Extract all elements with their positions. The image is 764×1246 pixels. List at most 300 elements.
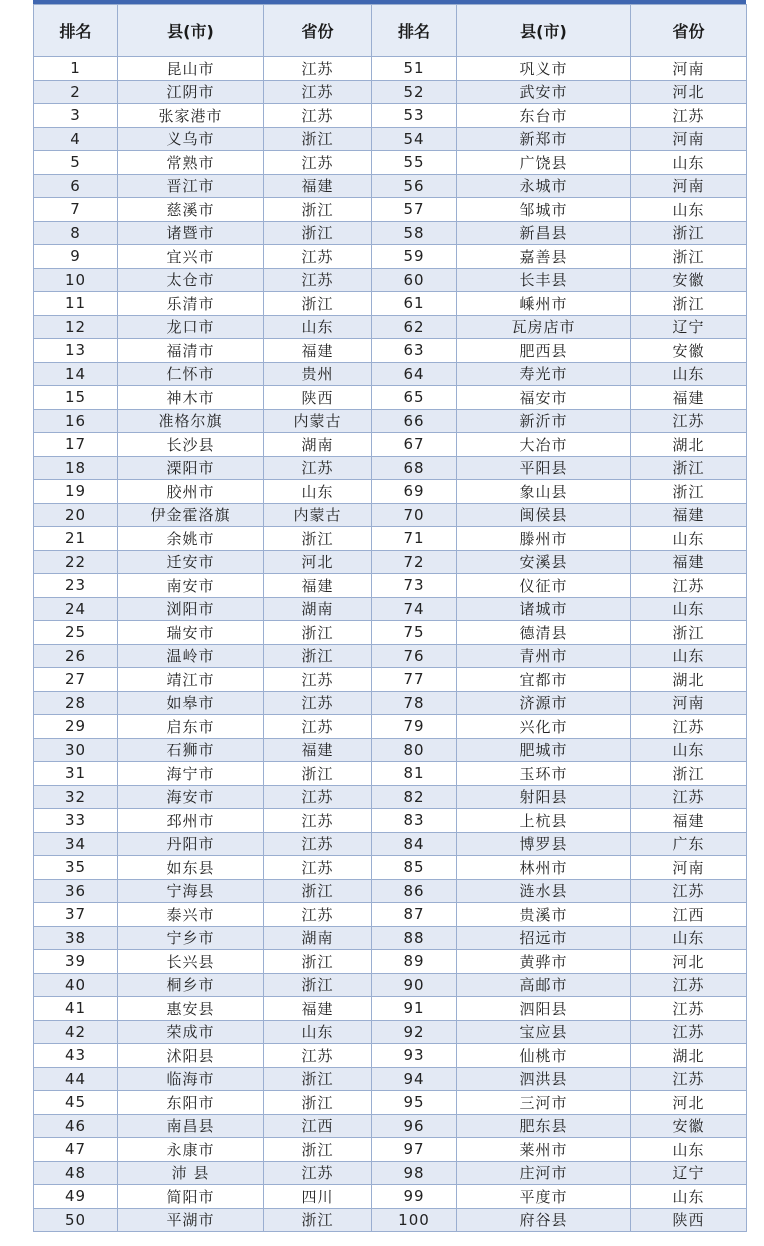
left-county-cell: 石狮市 xyxy=(118,738,264,762)
left-rank-cell: 49 xyxy=(34,1185,118,1209)
right-province-cell: 山东 xyxy=(631,198,747,222)
table-row xyxy=(34,315,747,339)
table-row xyxy=(34,926,747,950)
right-county-cell: 德清县 xyxy=(457,621,631,645)
left-rank-cell: 17 xyxy=(34,433,118,457)
table-row xyxy=(34,1044,747,1068)
left-rank-cell: 4 xyxy=(34,127,118,151)
table-row xyxy=(34,151,747,175)
table-row xyxy=(34,480,747,504)
right-province-cell: 山东 xyxy=(631,362,747,386)
table-row xyxy=(34,621,747,645)
right-county-cell: 新昌县 xyxy=(457,221,631,245)
left-province-cell: 浙江 xyxy=(264,292,372,316)
right-county-cell: 庄河市 xyxy=(457,1161,631,1185)
right-province-cell: 江苏 xyxy=(631,574,747,598)
right-county-cell: 瓦房店市 xyxy=(457,315,631,339)
left-province-cell: 浙江 xyxy=(264,198,372,222)
table-row xyxy=(34,198,747,222)
left-county-cell: 温岭市 xyxy=(118,644,264,668)
right-province-cell: 江苏 xyxy=(631,997,747,1021)
right-county-cell: 肥城市 xyxy=(457,738,631,762)
table-row xyxy=(34,574,747,598)
right-county-cell: 武安市 xyxy=(457,80,631,104)
left-province-cell: 内蒙古 xyxy=(264,503,372,527)
left-county-cell: 伊金霍洛旗 xyxy=(118,503,264,527)
table-row xyxy=(34,1091,747,1115)
left-county-cell: 沭阳县 xyxy=(118,1044,264,1068)
left-rank-cell: 2 xyxy=(34,80,118,104)
left-rank-cell: 29 xyxy=(34,715,118,739)
left-rank-cell: 23 xyxy=(34,574,118,598)
left-rank-cell: 30 xyxy=(34,738,118,762)
left-county-cell: 南昌县 xyxy=(118,1114,264,1138)
left-county-cell: 浏阳市 xyxy=(118,597,264,621)
left-rank-cell: 27 xyxy=(34,668,118,692)
right-county-cell: 新沂市 xyxy=(457,409,631,433)
left-province-cell: 湖南 xyxy=(264,926,372,950)
right-province-cell: 河北 xyxy=(631,80,747,104)
left-county-cell: 长沙县 xyxy=(118,433,264,457)
table-row xyxy=(34,503,747,527)
right-rank-cell: 83 xyxy=(372,809,457,833)
right-province-cell: 河北 xyxy=(631,950,747,974)
left-province-cell: 浙江 xyxy=(264,1208,372,1232)
table-row xyxy=(34,903,747,927)
right-county-cell: 仪征市 xyxy=(457,574,631,598)
right-county-cell: 仙桃市 xyxy=(457,1044,631,1068)
left-province-cell: 浙江 xyxy=(264,127,372,151)
left-province-cell: 浙江 xyxy=(264,950,372,974)
right-rank-cell: 61 xyxy=(372,292,457,316)
right-county-cell: 三河市 xyxy=(457,1091,631,1115)
right-rank-cell: 66 xyxy=(372,409,457,433)
left-county-cell: 如东县 xyxy=(118,856,264,880)
right-rank-cell: 51 xyxy=(372,57,457,81)
table-row xyxy=(34,80,747,104)
right-province-cell: 浙江 xyxy=(631,762,747,786)
right-rank-cell: 90 xyxy=(372,973,457,997)
table-row xyxy=(34,785,747,809)
left-rank-cell: 1 xyxy=(34,57,118,81)
left-rank-cell: 11 xyxy=(34,292,118,316)
right-county-cell: 肥东县 xyxy=(457,1114,631,1138)
right-county-cell: 巩义市 xyxy=(457,57,631,81)
left-county-cell: 太仓市 xyxy=(118,268,264,292)
left-province-cell: 浙江 xyxy=(264,973,372,997)
left-rank-cell: 14 xyxy=(34,362,118,386)
table-row xyxy=(34,57,747,81)
right-rank-cell: 65 xyxy=(372,386,457,410)
left-province-cell: 浙江 xyxy=(264,221,372,245)
left-rank-cell: 46 xyxy=(34,1114,118,1138)
right-county-cell: 射阳县 xyxy=(457,785,631,809)
right-rank-cell: 56 xyxy=(372,174,457,198)
right-province-cell: 福建 xyxy=(631,386,747,410)
right-province-cell: 浙江 xyxy=(631,480,747,504)
right-rank-cell: 92 xyxy=(372,1020,457,1044)
right-rank-cell: 96 xyxy=(372,1114,457,1138)
right-rank-cell: 100 xyxy=(372,1208,457,1232)
right-rank-cell: 98 xyxy=(372,1161,457,1185)
right-county-cell: 寿光市 xyxy=(457,362,631,386)
right-province-cell: 江苏 xyxy=(631,785,747,809)
left-county-cell: 长兴县 xyxy=(118,950,264,974)
left-rank-cell: 32 xyxy=(34,785,118,809)
left-rank-cell: 6 xyxy=(34,174,118,198)
header-county-left: 县(市) xyxy=(118,5,264,57)
right-province-cell: 山东 xyxy=(631,597,747,621)
header-rank-right: 排名 xyxy=(372,5,457,57)
left-province-cell: 江苏 xyxy=(264,245,372,269)
header-province-left: 省份 xyxy=(264,5,372,57)
table-row xyxy=(34,127,747,151)
left-rank-cell: 13 xyxy=(34,339,118,363)
left-rank-cell: 38 xyxy=(34,926,118,950)
header-county-right: 县(市) xyxy=(457,5,631,57)
left-rank-cell: 26 xyxy=(34,644,118,668)
left-rank-cell: 25 xyxy=(34,621,118,645)
left-rank-cell: 18 xyxy=(34,456,118,480)
right-county-cell: 平阳县 xyxy=(457,456,631,480)
left-province-cell: 山东 xyxy=(264,480,372,504)
left-rank-cell: 19 xyxy=(34,480,118,504)
left-county-cell: 宁海县 xyxy=(118,879,264,903)
left-county-cell: 常熟市 xyxy=(118,151,264,175)
left-rank-cell: 37 xyxy=(34,903,118,927)
left-rank-cell: 5 xyxy=(34,151,118,175)
table-header xyxy=(34,5,747,57)
table-row xyxy=(34,1208,747,1232)
left-rank-cell: 31 xyxy=(34,762,118,786)
left-province-cell: 江苏 xyxy=(264,104,372,128)
right-county-cell: 玉环市 xyxy=(457,762,631,786)
right-county-cell: 宜都市 xyxy=(457,668,631,692)
right-province-cell: 江苏 xyxy=(631,409,747,433)
left-province-cell: 贵州 xyxy=(264,362,372,386)
left-county-cell: 余姚市 xyxy=(118,527,264,551)
right-rank-cell: 54 xyxy=(372,127,457,151)
left-county-cell: 桐乡市 xyxy=(118,973,264,997)
right-province-cell: 江苏 xyxy=(631,715,747,739)
right-rank-cell: 67 xyxy=(372,433,457,457)
right-county-cell: 青州市 xyxy=(457,644,631,668)
right-province-cell: 河南 xyxy=(631,856,747,880)
left-county-cell: 荣成市 xyxy=(118,1020,264,1044)
right-rank-cell: 71 xyxy=(372,527,457,551)
right-county-cell: 长丰县 xyxy=(457,268,631,292)
right-rank-cell: 55 xyxy=(372,151,457,175)
left-county-cell: 张家港市 xyxy=(118,104,264,128)
right-county-cell: 安溪县 xyxy=(457,550,631,574)
left-rank-cell: 12 xyxy=(34,315,118,339)
right-county-cell: 宝应县 xyxy=(457,1020,631,1044)
left-province-cell: 江苏 xyxy=(264,151,372,175)
right-rank-cell: 75 xyxy=(372,621,457,645)
left-rank-cell: 9 xyxy=(34,245,118,269)
right-rank-cell: 57 xyxy=(372,198,457,222)
left-rank-cell: 21 xyxy=(34,527,118,551)
left-county-cell: 永康市 xyxy=(118,1138,264,1162)
right-province-cell: 辽宁 xyxy=(631,315,747,339)
left-county-cell: 仁怀市 xyxy=(118,362,264,386)
right-rank-cell: 79 xyxy=(372,715,457,739)
table-row xyxy=(34,433,747,457)
right-county-cell: 黄骅市 xyxy=(457,950,631,974)
right-county-cell: 闽侯县 xyxy=(457,503,631,527)
right-province-cell: 江苏 xyxy=(631,104,747,128)
left-county-cell: 瑞安市 xyxy=(118,621,264,645)
right-province-cell: 河南 xyxy=(631,127,747,151)
table-row xyxy=(34,386,747,410)
right-county-cell: 滕州市 xyxy=(457,527,631,551)
left-rank-cell: 43 xyxy=(34,1044,118,1068)
table-row xyxy=(34,762,747,786)
right-rank-cell: 53 xyxy=(372,104,457,128)
right-rank-cell: 94 xyxy=(372,1067,457,1091)
right-county-cell: 林州市 xyxy=(457,856,631,880)
right-rank-cell: 89 xyxy=(372,950,457,974)
right-province-cell: 辽宁 xyxy=(631,1161,747,1185)
right-county-cell: 新郑市 xyxy=(457,127,631,151)
left-county-cell: 神木市 xyxy=(118,386,264,410)
right-province-cell: 山东 xyxy=(631,926,747,950)
right-county-cell: 象山县 xyxy=(457,480,631,504)
right-rank-cell: 58 xyxy=(372,221,457,245)
right-county-cell: 莱州市 xyxy=(457,1138,631,1162)
header-province-right: 省份 xyxy=(631,5,747,57)
right-county-cell: 广饶县 xyxy=(457,151,631,175)
left-province-cell: 江苏 xyxy=(264,1044,372,1068)
left-county-cell: 简阳市 xyxy=(118,1185,264,1209)
left-province-cell: 福建 xyxy=(264,574,372,598)
right-county-cell: 东台市 xyxy=(457,104,631,128)
right-province-cell: 浙江 xyxy=(631,621,747,645)
right-county-cell: 兴化市 xyxy=(457,715,631,739)
left-province-cell: 江苏 xyxy=(264,903,372,927)
left-rank-cell: 47 xyxy=(34,1138,118,1162)
right-province-cell: 河南 xyxy=(631,691,747,715)
right-province-cell: 江苏 xyxy=(631,1067,747,1091)
left-rank-cell: 45 xyxy=(34,1091,118,1115)
left-province-cell: 四川 xyxy=(264,1185,372,1209)
left-province-cell: 浙江 xyxy=(264,527,372,551)
table-row xyxy=(34,245,747,269)
left-province-cell: 山东 xyxy=(264,315,372,339)
left-rank-cell: 28 xyxy=(34,691,118,715)
right-province-cell: 山东 xyxy=(631,1185,747,1209)
right-rank-cell: 85 xyxy=(372,856,457,880)
right-rank-cell: 64 xyxy=(372,362,457,386)
table-row xyxy=(34,856,747,880)
right-province-cell: 山东 xyxy=(631,1138,747,1162)
right-rank-cell: 72 xyxy=(372,550,457,574)
table-row xyxy=(34,362,747,386)
right-rank-cell: 77 xyxy=(372,668,457,692)
right-province-cell: 福建 xyxy=(631,550,747,574)
left-province-cell: 江苏 xyxy=(264,57,372,81)
table-row xyxy=(34,268,747,292)
right-province-cell: 福建 xyxy=(631,809,747,833)
table-row xyxy=(34,1020,747,1044)
right-rank-cell: 86 xyxy=(372,879,457,903)
right-county-cell: 上杭县 xyxy=(457,809,631,833)
right-province-cell: 湖北 xyxy=(631,1044,747,1068)
table-row xyxy=(34,1185,747,1209)
right-province-cell: 山东 xyxy=(631,527,747,551)
left-province-cell: 福建 xyxy=(264,174,372,198)
right-rank-cell: 59 xyxy=(372,245,457,269)
right-county-cell: 永城市 xyxy=(457,174,631,198)
table-row xyxy=(34,221,747,245)
right-county-cell: 嘉善县 xyxy=(457,245,631,269)
table-row xyxy=(34,409,747,433)
left-county-cell: 昆山市 xyxy=(118,57,264,81)
right-rank-cell: 76 xyxy=(372,644,457,668)
table-row xyxy=(34,292,747,316)
right-rank-cell: 91 xyxy=(372,997,457,1021)
table-row xyxy=(34,738,747,762)
right-rank-cell: 78 xyxy=(372,691,457,715)
right-county-cell: 平度市 xyxy=(457,1185,631,1209)
right-province-cell: 河北 xyxy=(631,1091,747,1115)
right-county-cell: 济源市 xyxy=(457,691,631,715)
left-county-cell: 临海市 xyxy=(118,1067,264,1091)
left-county-cell: 惠安县 xyxy=(118,997,264,1021)
left-province-cell: 江苏 xyxy=(264,785,372,809)
left-rank-cell: 40 xyxy=(34,973,118,997)
table-row xyxy=(34,597,747,621)
right-province-cell: 福建 xyxy=(631,503,747,527)
right-province-cell: 湖北 xyxy=(631,433,747,457)
table-row xyxy=(34,691,747,715)
left-province-cell: 湖南 xyxy=(264,597,372,621)
right-county-cell: 大冶市 xyxy=(457,433,631,457)
right-province-cell: 安徽 xyxy=(631,1114,747,1138)
right-rank-cell: 84 xyxy=(372,832,457,856)
table-row xyxy=(34,715,747,739)
left-rank-cell: 39 xyxy=(34,950,118,974)
left-province-cell: 福建 xyxy=(264,738,372,762)
left-county-cell: 宁乡市 xyxy=(118,926,264,950)
table-row xyxy=(34,1067,747,1091)
left-county-cell: 义乌市 xyxy=(118,127,264,151)
left-province-cell: 浙江 xyxy=(264,879,372,903)
table-row xyxy=(34,1138,747,1162)
left-county-cell: 沛 县 xyxy=(118,1161,264,1185)
left-province-cell: 江苏 xyxy=(264,1161,372,1185)
left-rank-cell: 7 xyxy=(34,198,118,222)
left-province-cell: 内蒙古 xyxy=(264,409,372,433)
table-row xyxy=(34,1114,747,1138)
left-rank-cell: 33 xyxy=(34,809,118,833)
right-county-cell: 诸城市 xyxy=(457,597,631,621)
right-rank-cell: 87 xyxy=(372,903,457,927)
right-province-cell: 安徽 xyxy=(631,339,747,363)
right-rank-cell: 68 xyxy=(372,456,457,480)
left-province-cell: 江西 xyxy=(264,1114,372,1138)
right-province-cell: 浙江 xyxy=(631,456,747,480)
left-county-cell: 龙口市 xyxy=(118,315,264,339)
left-province-cell: 江苏 xyxy=(264,80,372,104)
left-county-cell: 乐清市 xyxy=(118,292,264,316)
left-county-cell: 丹阳市 xyxy=(118,832,264,856)
right-county-cell: 府谷县 xyxy=(457,1208,631,1232)
right-rank-cell: 82 xyxy=(372,785,457,809)
right-province-cell: 江苏 xyxy=(631,973,747,997)
left-rank-cell: 8 xyxy=(34,221,118,245)
left-rank-cell: 20 xyxy=(34,503,118,527)
left-province-cell: 湖南 xyxy=(264,433,372,457)
right-province-cell: 江苏 xyxy=(631,879,747,903)
left-county-cell: 宜兴市 xyxy=(118,245,264,269)
right-county-cell: 泗洪县 xyxy=(457,1067,631,1091)
right-county-cell: 高邮市 xyxy=(457,973,631,997)
right-county-cell: 福安市 xyxy=(457,386,631,410)
left-county-cell: 福清市 xyxy=(118,339,264,363)
right-province-cell: 山东 xyxy=(631,151,747,175)
right-province-cell: 浙江 xyxy=(631,245,747,269)
right-province-cell: 山东 xyxy=(631,738,747,762)
right-province-cell: 河南 xyxy=(631,57,747,81)
left-rank-cell: 35 xyxy=(34,856,118,880)
right-rank-cell: 62 xyxy=(372,315,457,339)
left-county-cell: 诸暨市 xyxy=(118,221,264,245)
right-county-cell: 涟水县 xyxy=(457,879,631,903)
left-rank-cell: 15 xyxy=(34,386,118,410)
left-province-cell: 江苏 xyxy=(264,715,372,739)
left-province-cell: 江苏 xyxy=(264,668,372,692)
left-county-cell: 迁安市 xyxy=(118,550,264,574)
right-rank-cell: 74 xyxy=(372,597,457,621)
right-county-cell: 泗阳县 xyxy=(457,997,631,1021)
table-row xyxy=(34,339,747,363)
right-county-cell: 博罗县 xyxy=(457,832,631,856)
left-county-cell: 东阳市 xyxy=(118,1091,264,1115)
right-rank-cell: 97 xyxy=(372,1138,457,1162)
table-body xyxy=(34,57,747,1232)
right-county-cell: 嵊州市 xyxy=(457,292,631,316)
right-rank-cell: 73 xyxy=(372,574,457,598)
left-province-cell: 江苏 xyxy=(264,268,372,292)
right-province-cell: 江苏 xyxy=(631,1020,747,1044)
left-county-cell: 启东市 xyxy=(118,715,264,739)
left-county-cell: 邳州市 xyxy=(118,809,264,833)
right-rank-cell: 52 xyxy=(372,80,457,104)
left-county-cell: 泰兴市 xyxy=(118,903,264,927)
right-province-cell: 陕西 xyxy=(631,1208,747,1232)
left-rank-cell: 34 xyxy=(34,832,118,856)
header-rank-left: 排名 xyxy=(34,5,118,57)
left-province-cell: 浙江 xyxy=(264,1138,372,1162)
left-rank-cell: 22 xyxy=(34,550,118,574)
left-county-cell: 胶州市 xyxy=(118,480,264,504)
table-row xyxy=(34,527,747,551)
left-province-cell: 江苏 xyxy=(264,456,372,480)
table-row xyxy=(34,456,747,480)
right-rank-cell: 81 xyxy=(372,762,457,786)
left-county-cell: 江阴市 xyxy=(118,80,264,104)
left-county-cell: 晋江市 xyxy=(118,174,264,198)
left-rank-cell: 16 xyxy=(34,409,118,433)
right-rank-cell: 88 xyxy=(372,926,457,950)
right-county-cell: 招远市 xyxy=(457,926,631,950)
right-province-cell: 湖北 xyxy=(631,668,747,692)
right-rank-cell: 93 xyxy=(372,1044,457,1068)
left-province-cell: 浙江 xyxy=(264,621,372,645)
table-row xyxy=(34,997,747,1021)
right-province-cell: 河南 xyxy=(631,174,747,198)
